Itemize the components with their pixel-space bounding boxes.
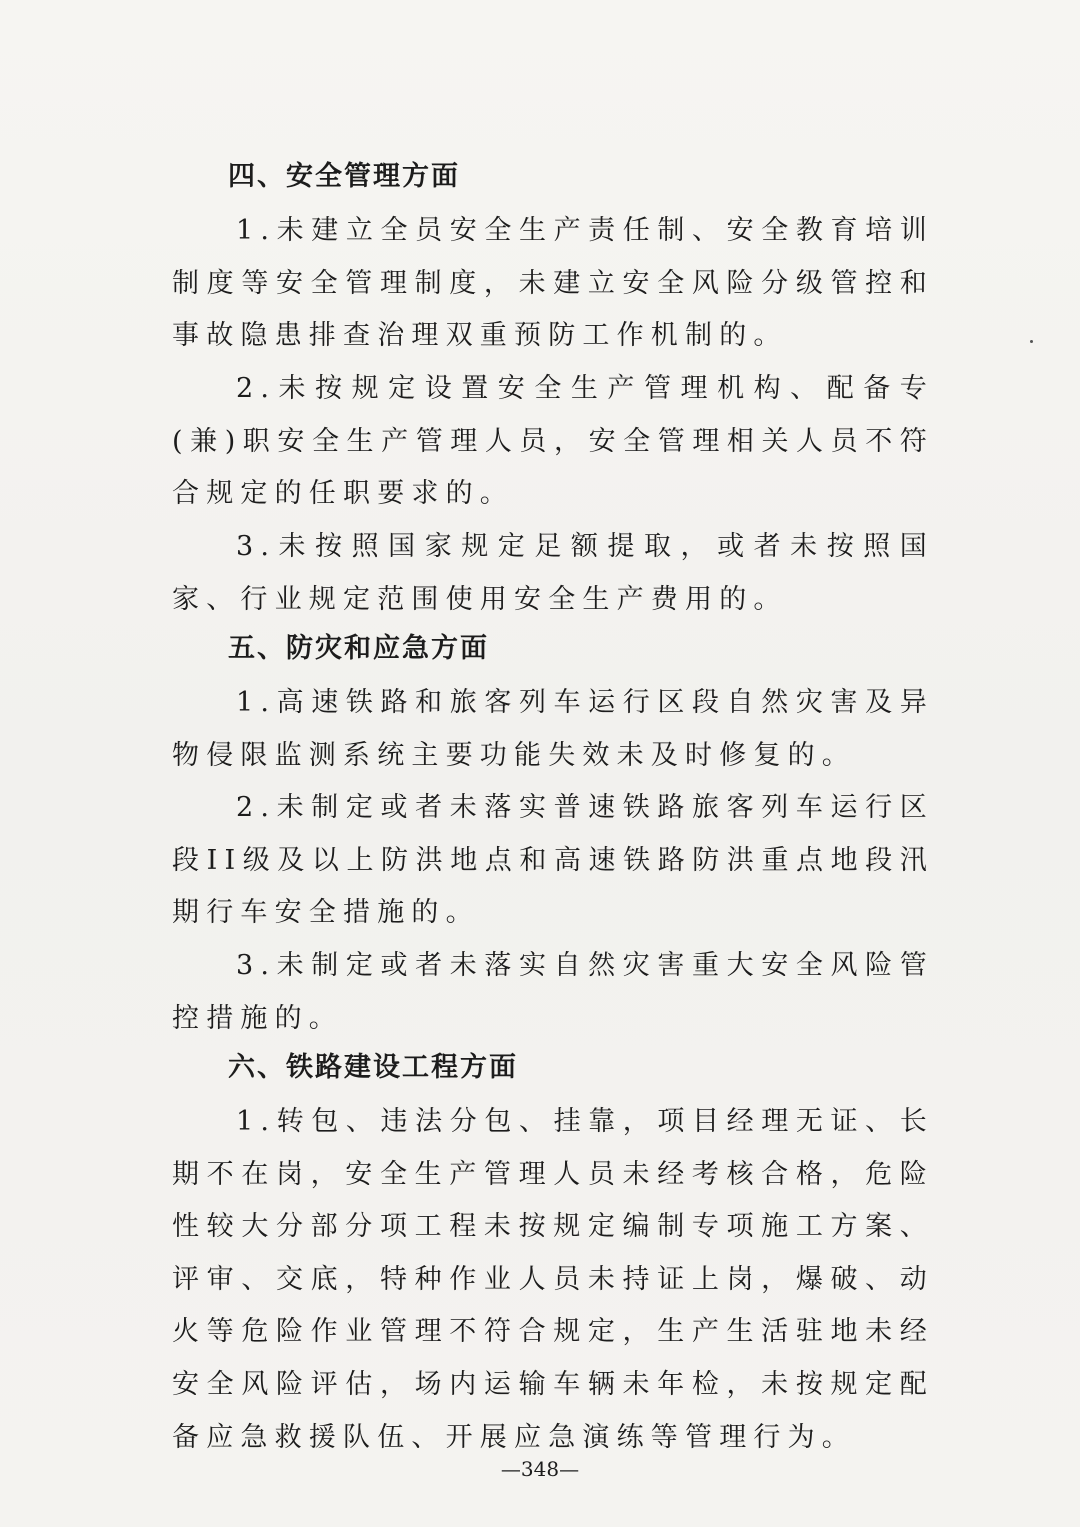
safety-item-1: 1.未建立全员安全生产责任制、安全教育培训制度等安全管理制度，未建立安全风险分级管控和事故隐患排查治理双重预防工作机制的。 bbox=[172, 215, 934, 352]
safety-item-3: 3.未按照国家规定足额提取，或者未按照国家、行业规定范围使用安全生产费用的。 bbox=[172, 531, 934, 615]
scan-speck bbox=[1030, 340, 1033, 343]
page-number: —348— bbox=[500, 1457, 580, 1481]
section-heading-safety-management: 四、安全管理方面 bbox=[228, 161, 460, 192]
section-heading-disaster-emergency: 五、防灾和应急方面 bbox=[228, 633, 489, 664]
construction-item-1: 1.转包、违法分包、挂靠，项目经理无证、长期不在岗，安全生产管理人员未经考核合格，危险性较大分部分项工程未按规定编制专项施工方案、评审、交底，特种作业人员未持证上岗，爆破、动火等危险作业管理不符合规定，生产生活驻地未经安全风险评估，场内运输车辆未年检，未按规定配备应急救援队伍、开展应急演练等管理行为。 bbox=[172, 1106, 934, 1453]
disaster-item-1: 1.高速铁路和旅客列车运行区段自然灾害及异物侵限监测系统主要功能失效未及时修复的。 bbox=[172, 687, 934, 771]
section-heading-railway-construction: 六、铁路建设工程方面 bbox=[228, 1052, 518, 1083]
safety-item-2: 2.未按规定设置安全生产管理机构、配备专(兼)职安全生产管理人员，安全管理相关人员不符合规定的任职要求的。 bbox=[172, 373, 934, 510]
disaster-item-2: 2.未制定或者未落实普速铁路旅客列车运行区段II级及以上防洪地点和高速铁路防洪重点地段汛期行车安全措施的。 bbox=[172, 792, 934, 929]
disaster-item-3: 3.未制定或者未落实自然灾害重大安全风险管控措施的。 bbox=[172, 950, 934, 1034]
